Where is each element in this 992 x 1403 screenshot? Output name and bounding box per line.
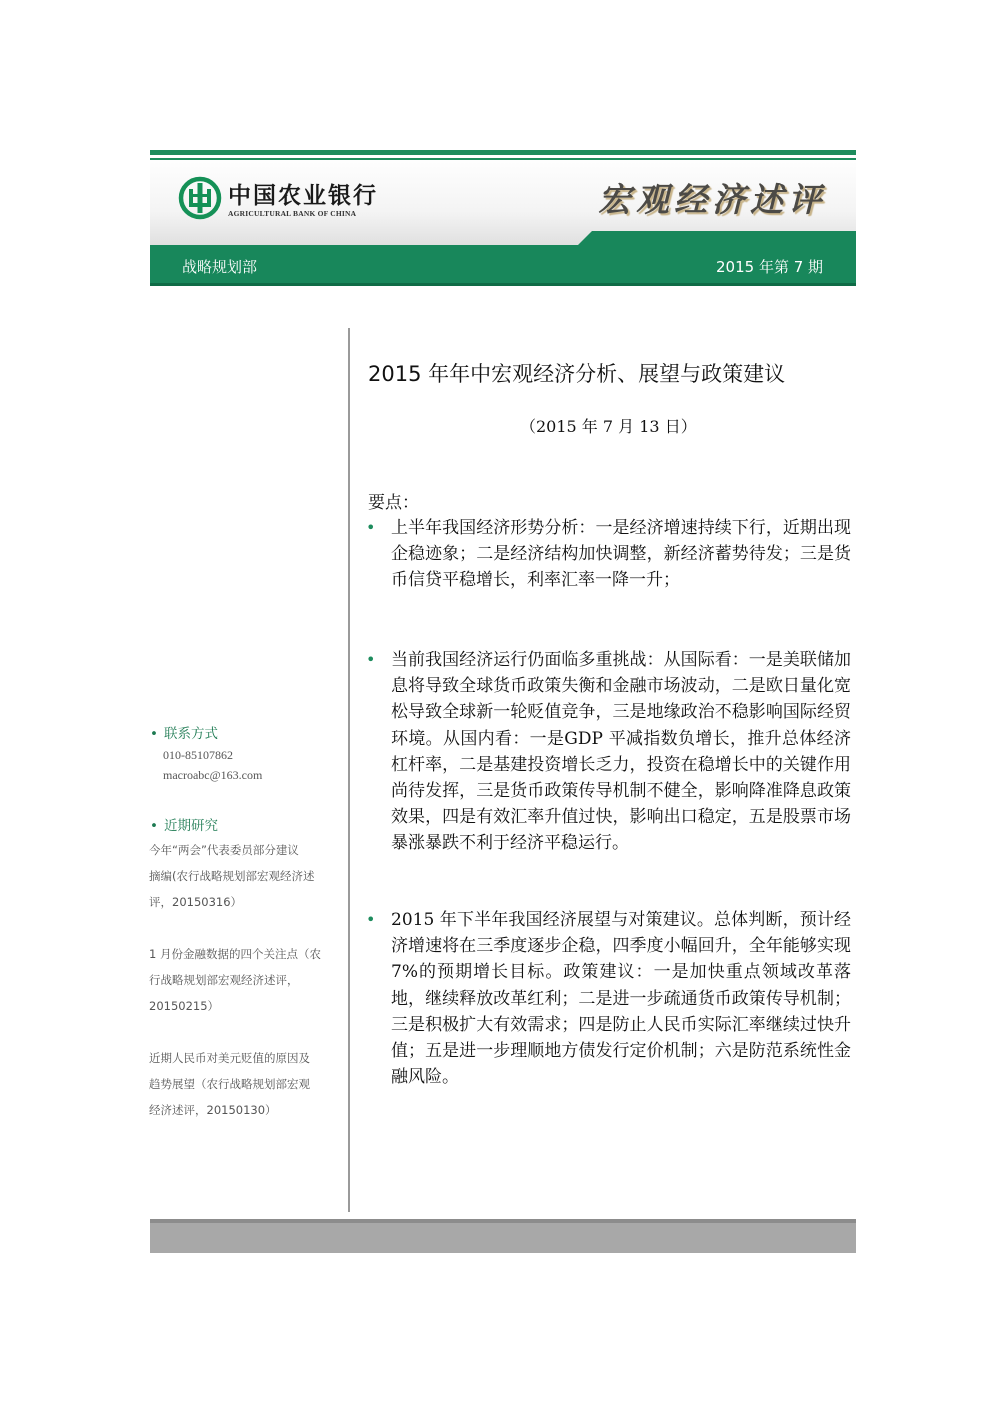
contact-heading-label: 联系方式: [164, 726, 218, 742]
recent-line: 行战略规划部宏观经济述评，: [149, 973, 299, 987]
contact-heading: [150, 722, 218, 742]
bank-name-cn: 中国农业银行: [228, 183, 378, 209]
bullet-dot-icon: •: [150, 818, 158, 834]
recent-line: 评，20150316）: [149, 895, 243, 909]
bullet-dot-icon: •: [366, 650, 376, 669]
keypoint-paragraph: 2015 年下半年我国经济展望与对策建议。总体判断，预计经济增速将在三季度逐步企稳，四季度小幅回升，全年能够实现 7%的预期增长目标。政策建议：一是加快重点领域改革落地，继续释放改革红利；二是进一步疏通货币政策传导机制；三是积极扩大有效需求；四是防止人民币实际汇率继续过快升值；五是进一步理顺地方债发行定价机制；六是防范系统性金融风险。: [391, 910, 851, 1088]
bullet-dot-icon: •: [150, 726, 158, 742]
keypoints-label: 要点：: [368, 493, 419, 513]
keypoint-paragraph: 当前我国经济运行仍面临多重挑战：从国际看：一是美联储加息将导致全球货币政策失衡和金融市场波动，二是欧日量化宽松导致全球新一轮贬值竞争，三是地缘政治不稳影响国际经贸环境。从国内看：一是GDP 平减指数负增长，推升总体经济杠杆率，二是基建投资增长乏力，投资在稳增长中的关键作用尚待发挥，三是货币政策传导机制不健全，影响降准降息政策效果，四是有效汇率升值过快，影响出口稳定，五是股票市场暴涨暴跌不利于经济平稳运行。: [391, 650, 851, 854]
footer-rule: [150, 1219, 856, 1223]
recent-line: 近期人民币对美元贬值的原因及: [149, 1051, 310, 1065]
contact-phone: 010-85107862: [163, 748, 233, 762]
header-rule: [150, 158, 856, 160]
report-title: 2015 年年中宏观经济分析、展望与政策建议: [368, 362, 786, 386]
recent-line: 摘编(农行战略规划部宏观经济述: [149, 869, 315, 883]
recent-line: 今年“两会”代表委员部分建议: [149, 843, 299, 857]
bullet-dot-icon: •: [366, 910, 376, 929]
research-heading: [150, 814, 218, 834]
footer-bar: [150, 1219, 856, 1253]
department-name: 战略规划部: [182, 258, 258, 276]
bank-logo: [178, 176, 398, 224]
research-heading-label: 近期研究: [164, 818, 218, 834]
contact-email[interactable]: macroabc@163.com: [163, 768, 263, 782]
column-divider: [348, 328, 350, 1212]
recent-line: 20150215）: [149, 999, 220, 1013]
bank-name-en: AGRICULTURAL BANK OF CHINA: [228, 209, 357, 218]
series-title: 宏观经济述评: [598, 180, 826, 219]
report-date: （2015 年 7 月 13 日）: [520, 417, 697, 436]
abc-coin-logo-icon: [178, 176, 222, 220]
header-bar-wedge: [578, 231, 856, 245]
recent-line: 1 月份金融数据的四个关注点（农: [149, 947, 321, 961]
recent-line: 经济述评，20150130）: [149, 1103, 277, 1117]
bullet-dot-icon: •: [366, 518, 376, 537]
issue-number: 2015 年第 7 期: [716, 258, 824, 276]
keypoint-paragraph: 上半年我国经济形势分析：一是经济增速持续下行，近期出现企稳迹象；二是经济结构加快调整，新经济蓄势待发；三是货币信贷平稳增长，利率汇率一降一升；: [391, 518, 851, 591]
recent-line: 趋势展望（农行战略规划部宏观: [149, 1077, 310, 1091]
